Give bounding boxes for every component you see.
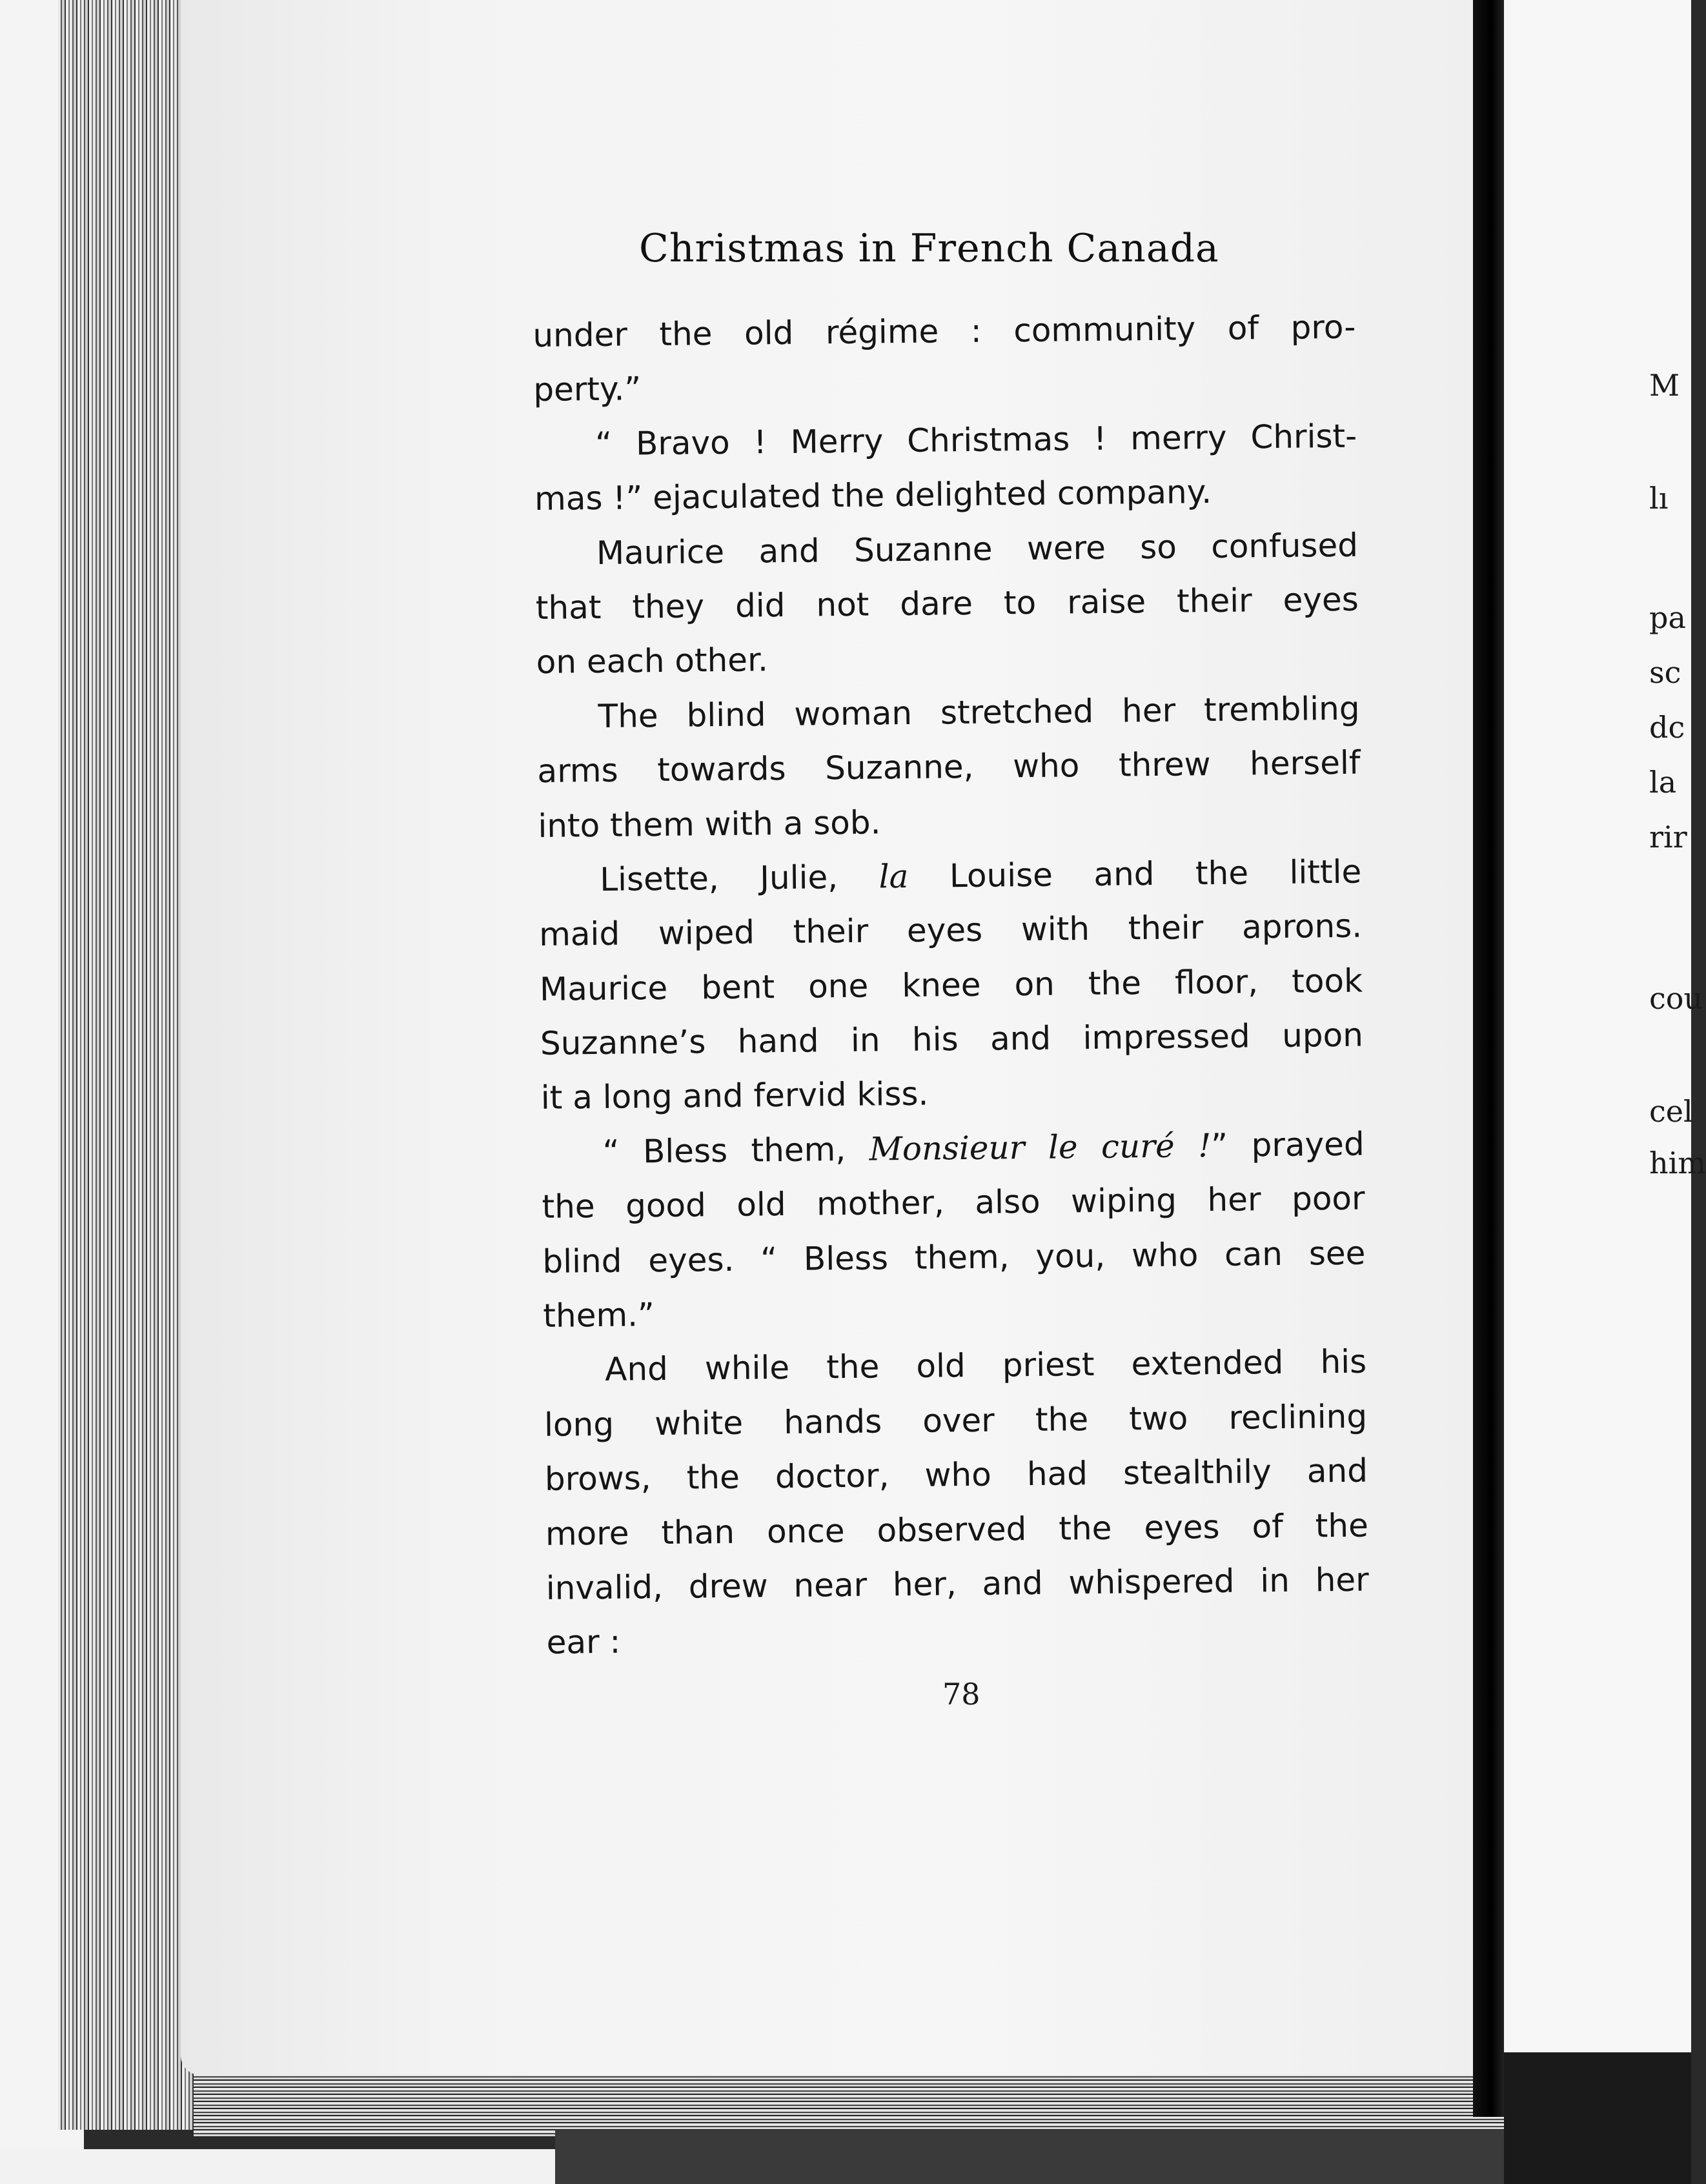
facing-page-text-fragment: lı [1649,481,1669,516]
facing-page-text-fragment: M [1649,368,1680,403]
text-line: the good old mother, also wiping her poor [542,1179,1365,1226]
page-number: 78 [942,1677,980,1712]
text-line: them.” [543,1296,655,1335]
text-line: ear : [546,1623,621,1662]
text-line: Suzanne’s hand in his and impressed upon [540,1016,1364,1063]
page-body-text [533,300,1370,1670]
text-line: brows, the doctor, who had stealthily and [544,1451,1368,1499]
text-line: perty.” [533,370,642,409]
facing-page-shadow [1504,2052,1691,2184]
book-gutter [1473,0,1504,2117]
text-line: more than once observed the eyes of the [545,1506,1369,1553]
facing-page-text-fragment: cou [1649,981,1703,1016]
text-line: Lisette, Julie, la Louise and the little [599,853,1362,898]
text-line: long white hands over the two reclining [543,1397,1368,1444]
facing-page-text-fragment: la [1649,765,1677,800]
text-line: “ Bless them, Monsieur le curé !” prayed [602,1125,1365,1171]
facing-page-text-fragment: him [1649,1146,1706,1180]
background-bottom-left [0,2149,568,2184]
text-line: under the old régime : community of pro- [533,308,1356,354]
book-cover-bottom [555,2130,1510,2184]
text-line: on each other. [536,641,769,682]
text-line: The blind woman stretched her trembling [598,689,1360,735]
facing-page-text-fragment: pa [1649,600,1686,635]
text-line: invalid, drew near her, and whispered in her [545,1561,1369,1607]
text-line: And while the old priest extended his [604,1342,1367,1389]
facing-page-text-fragment: rir [1649,820,1687,854]
facing-page-right [1504,0,1706,2184]
text-line: Maurice bent one knee on the floor, took [539,962,1363,1008]
text-line: “ Bravo ! Merry Christmas ! merry Christ- [594,417,1357,463]
facing-page-text-fragment: dc [1649,710,1685,745]
text-line: it a long and fervid kiss. [540,1075,929,1117]
running-head: Christmas in French Canada [639,226,1219,271]
text-line: that they did not dare to raise their eyes [535,580,1359,627]
text-line: arms towards Suzanne, who threw herself [537,743,1361,791]
text-line: maid wiped their eyes with their aprons. [538,907,1363,954]
facing-page-text-fragment: cel [1649,1094,1693,1129]
text-line: Maurice and Suzanne were so confused [596,526,1359,572]
facing-page-text-fragment: sc [1649,655,1681,690]
text-line: into them with a sob. [538,803,881,845]
text-line: blind eyes. “ Bless them, you, who can see [542,1234,1366,1280]
text-line: mas !” ejaculated the delighted company. [534,473,1212,518]
